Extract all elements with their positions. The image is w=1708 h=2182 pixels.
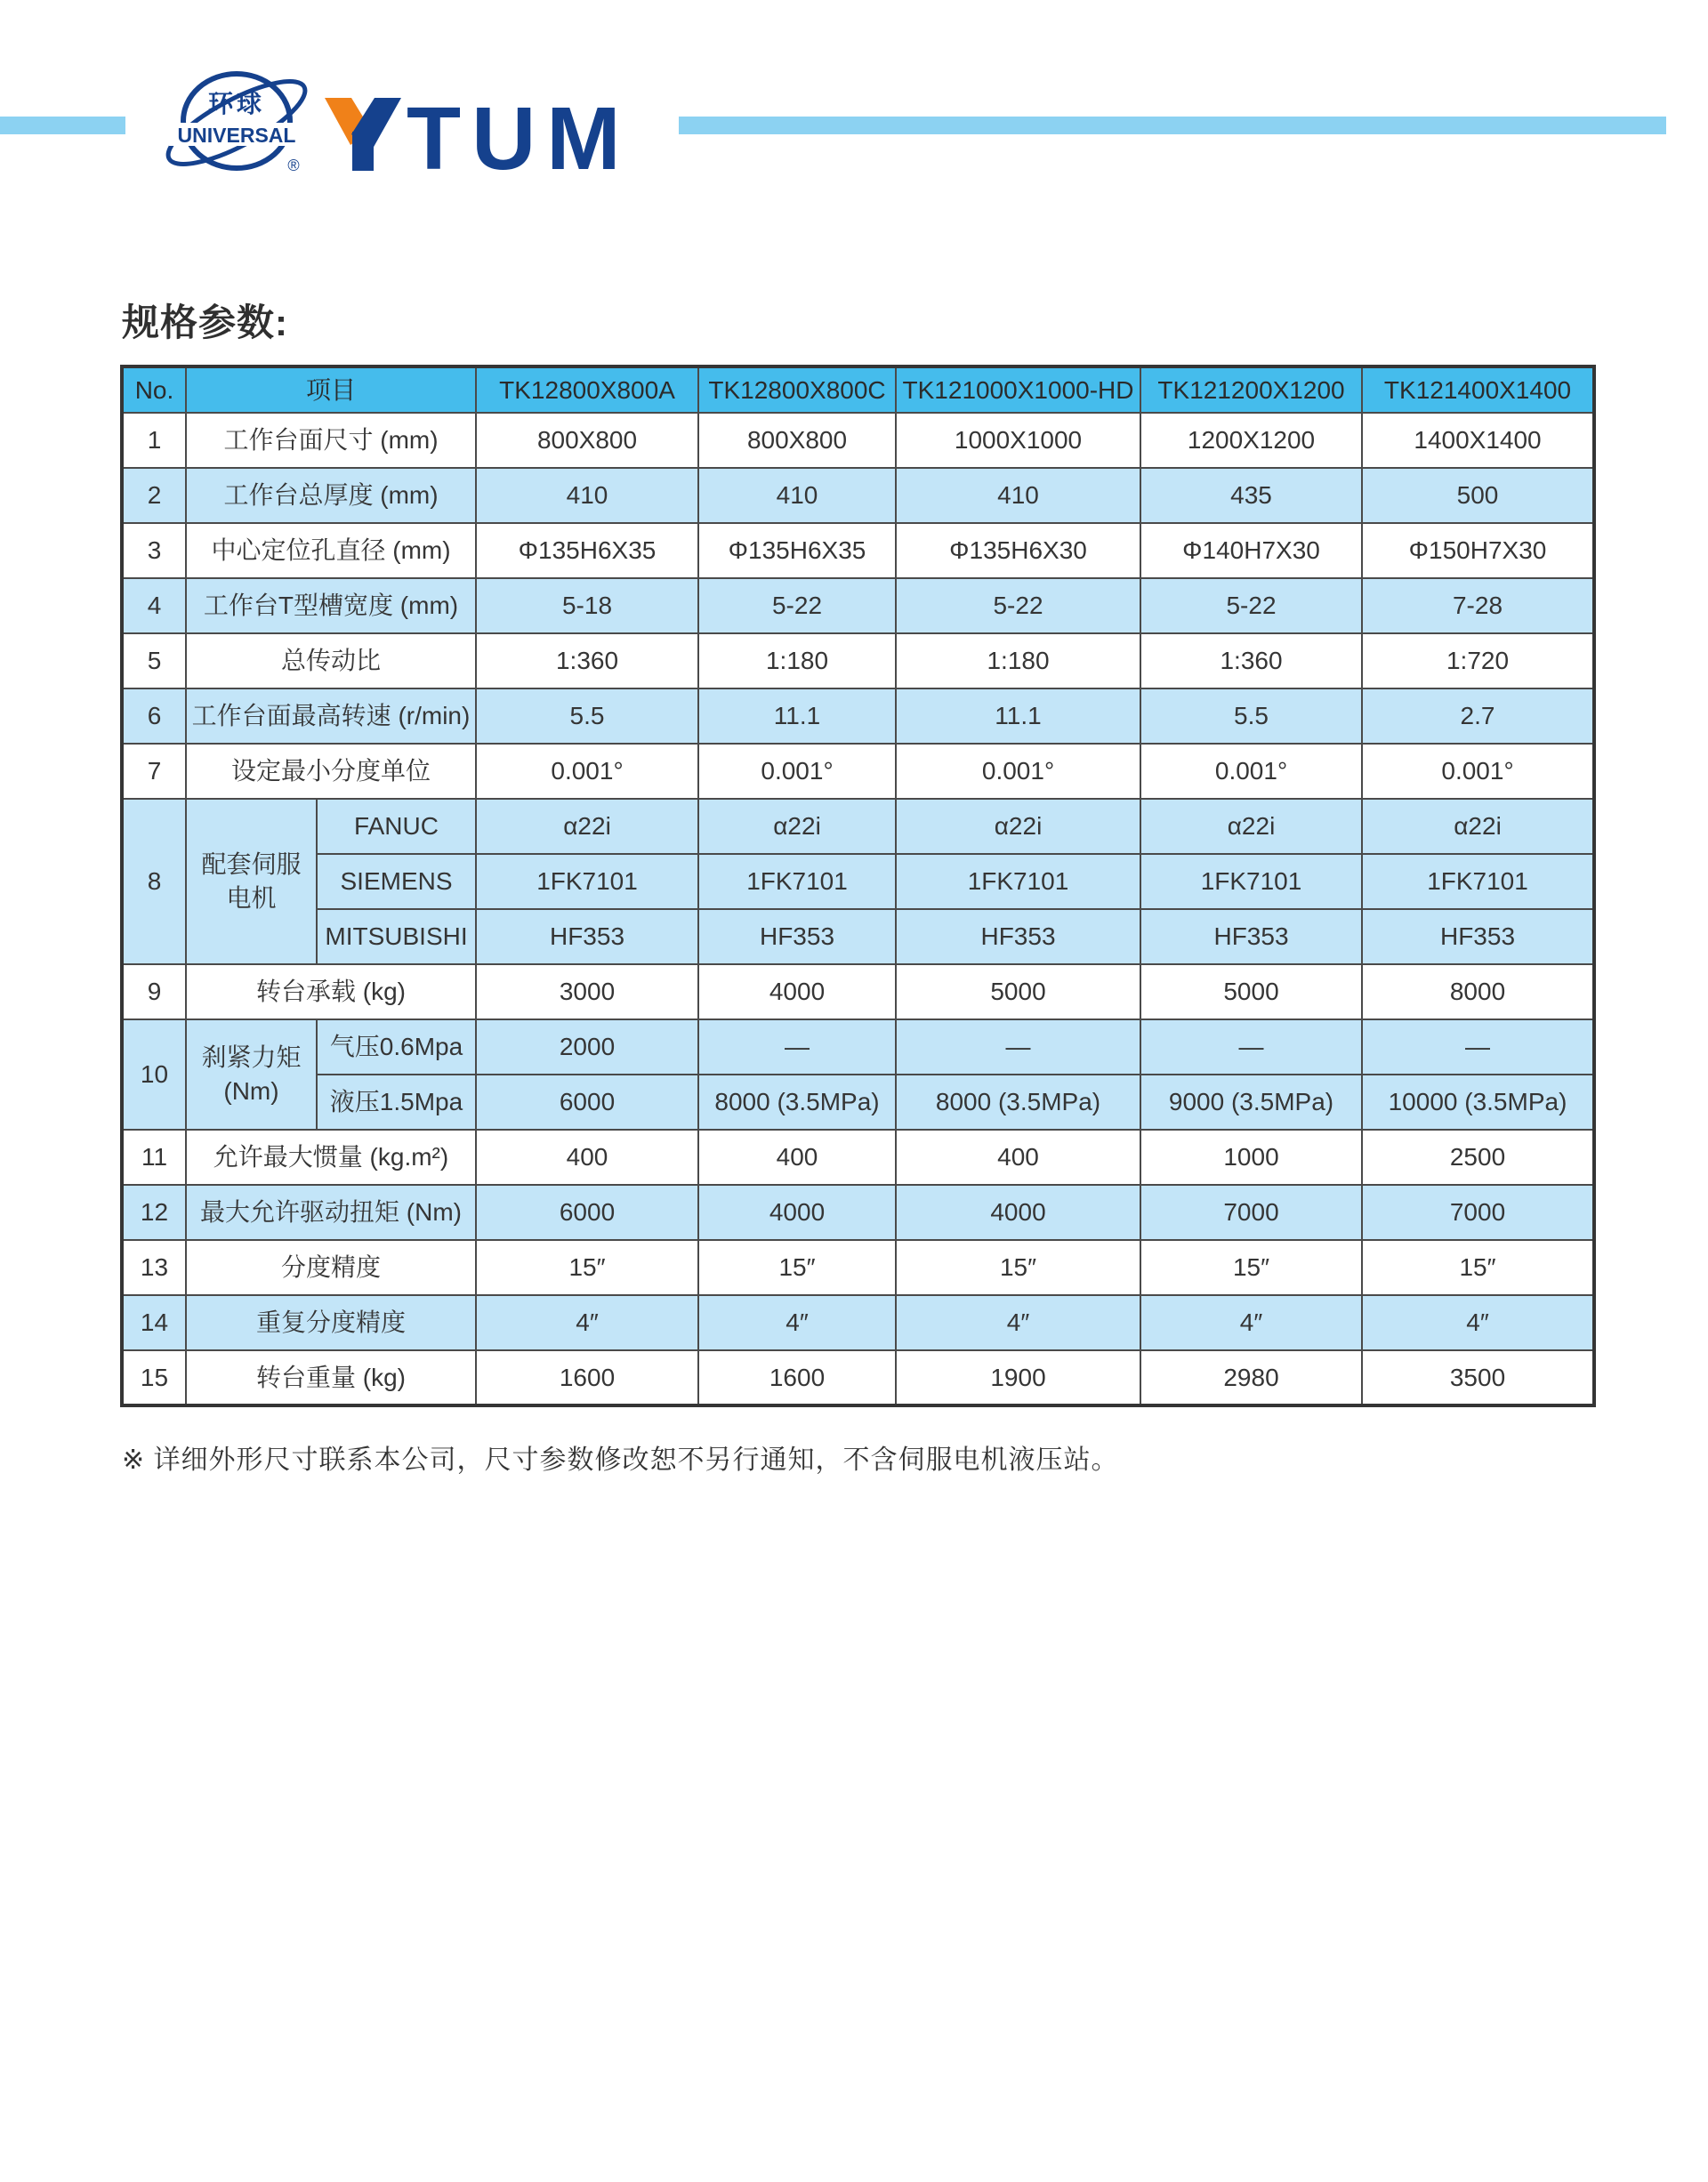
spec-cell: 500 xyxy=(1362,468,1594,523)
spec-cell: 15″ xyxy=(896,1240,1140,1295)
row-label: 转台承载 (kg) xyxy=(186,964,476,1019)
spec-cell: 0.001° xyxy=(476,744,698,799)
header-row xyxy=(122,366,1594,413)
spec-cell: 5000 xyxy=(1140,964,1362,1019)
table-row xyxy=(122,799,1594,854)
row-label: 中心定位孔直径 (mm) xyxy=(186,523,476,578)
row-label: 分度精度 xyxy=(186,1240,476,1295)
row-label: 总传动比 xyxy=(186,633,476,688)
row-number: 10 xyxy=(122,1019,186,1130)
spec-cell: 2000 xyxy=(476,1019,698,1075)
spec-cell: α22i xyxy=(476,799,698,854)
spec-cell: α22i xyxy=(1362,799,1594,854)
spec-cell: 5.5 xyxy=(1140,688,1362,744)
spec-cell: 2980 xyxy=(1140,1350,1362,1405)
spec-cell: 410 xyxy=(896,468,1140,523)
row-number: 14 xyxy=(122,1295,186,1350)
table-row xyxy=(122,578,1594,633)
spec-cell: 1:360 xyxy=(1140,633,1362,688)
column-header-model: TK121000X1000-HD xyxy=(896,366,1140,413)
spec-cell: 6000 xyxy=(476,1075,698,1130)
column-header-model: TK121200X1200 xyxy=(1140,366,1362,413)
row-group-label: 刹紧力矩 (Nm) xyxy=(186,1019,317,1130)
spec-cell: 15″ xyxy=(476,1240,698,1295)
spec-cell: 4000 xyxy=(698,1185,896,1240)
row-number: 3 xyxy=(122,523,186,578)
spec-cell: 0.001° xyxy=(896,744,1140,799)
spec-cell: 7-28 xyxy=(1362,578,1594,633)
spec-cell: — xyxy=(1140,1019,1362,1075)
registered-mark: ® xyxy=(287,157,300,174)
spec-cell: 1600 xyxy=(698,1350,896,1405)
table-row xyxy=(122,1350,1594,1405)
spec-cell: 4″ xyxy=(476,1295,698,1350)
column-header-model: TK12800X800A xyxy=(476,366,698,413)
spec-cell: 0.001° xyxy=(1140,744,1362,799)
spec-cell: 15″ xyxy=(1140,1240,1362,1295)
logo-brand-cn: 环球 xyxy=(207,90,266,117)
spec-cell: HF353 xyxy=(896,909,1140,964)
spec-cell: 4″ xyxy=(698,1295,896,1350)
accent-bar-right xyxy=(679,117,1666,134)
row-label: 工作台T型槽宽度 (mm) xyxy=(186,578,476,633)
spec-cell: 1400X1400 xyxy=(1362,413,1594,468)
table-row xyxy=(122,964,1594,1019)
spec-cell: 9000 (3.5MPa) xyxy=(1140,1075,1362,1130)
spec-cell: 4000 xyxy=(698,964,896,1019)
spec-cell: Φ135H6X30 xyxy=(896,523,1140,578)
spec-cell: 5000 xyxy=(896,964,1140,1019)
spec-cell: 400 xyxy=(476,1130,698,1185)
spec-cell: 10000 (3.5MPa) xyxy=(1362,1075,1594,1130)
spec-cell: 400 xyxy=(698,1130,896,1185)
spec-cell: 410 xyxy=(698,468,896,523)
spec-cell: α22i xyxy=(896,799,1140,854)
spec-cell: 5-22 xyxy=(1140,578,1362,633)
spec-cell: 4″ xyxy=(1140,1295,1362,1350)
footnote: ※ 详细外形尺寸联系本公司，尺寸参数修改恕不另行通知，不含伺服电机液压站。 xyxy=(122,1445,1119,1475)
spec-cell: 1:720 xyxy=(1362,633,1594,688)
column-header-item: 项目 xyxy=(186,366,476,413)
row-number: 2 xyxy=(122,468,186,523)
row-number: 8 xyxy=(122,799,186,964)
spec-cell: 3000 xyxy=(476,964,698,1019)
spec-cell: 1200X1200 xyxy=(1140,413,1362,468)
row-number: 5 xyxy=(122,633,186,688)
spec-cell: — xyxy=(896,1019,1140,1075)
table-row xyxy=(122,744,1594,799)
spec-cell: 400 xyxy=(896,1130,1140,1185)
spec-cell: 5-22 xyxy=(896,578,1140,633)
spec-cell: 410 xyxy=(476,468,698,523)
table-row xyxy=(122,1240,1594,1295)
spec-cell: 8000 xyxy=(1362,964,1594,1019)
column-header-model: TK121400X1400 xyxy=(1362,366,1594,413)
page-title: 规格参数: xyxy=(122,302,288,343)
row-number: 1 xyxy=(122,413,186,468)
spec-cell: 15″ xyxy=(698,1240,896,1295)
spec-cell: 7000 xyxy=(1140,1185,1362,1240)
spec-cell: 1FK7101 xyxy=(698,854,896,909)
spec-cell: 7000 xyxy=(1362,1185,1594,1240)
row-sublabel: FANUC xyxy=(317,799,476,854)
spec-cell: 800X800 xyxy=(476,413,698,468)
table-row xyxy=(122,1185,1594,1240)
spec-cell: 2.7 xyxy=(1362,688,1594,744)
row-label: 转台重量 (kg) xyxy=(186,1350,476,1405)
row-sublabel: 液压1.5Mpa xyxy=(317,1075,476,1130)
spec-cell: α22i xyxy=(1140,799,1362,854)
table-row xyxy=(122,1130,1594,1185)
row-label: 设定最小分度单位 xyxy=(186,744,476,799)
spec-table xyxy=(120,365,1596,1407)
spec-cell: 1600 xyxy=(476,1350,698,1405)
table-row xyxy=(122,468,1594,523)
row-sublabel: 气压0.6Mpa xyxy=(317,1019,476,1075)
spec-cell: 15″ xyxy=(1362,1240,1594,1295)
table-row xyxy=(122,1075,1594,1130)
spec-cell: 2500 xyxy=(1362,1130,1594,1185)
row-number: 7 xyxy=(122,744,186,799)
spec-cell: 11.1 xyxy=(698,688,896,744)
row-number: 13 xyxy=(122,1240,186,1295)
row-sublabel: SIEMENS xyxy=(317,854,476,909)
spec-cell: 1000 xyxy=(1140,1130,1362,1185)
row-label: 工作台总厚度 (mm) xyxy=(186,468,476,523)
row-group-label: 配套伺服电机 xyxy=(186,799,317,964)
spec-cell: 4″ xyxy=(1362,1295,1594,1350)
spec-cell: Φ135H6X35 xyxy=(698,523,896,578)
spec-cell: Φ135H6X35 xyxy=(476,523,698,578)
spec-cell: 4″ xyxy=(896,1295,1140,1350)
row-label: 工作台面尺寸 (mm) xyxy=(186,413,476,468)
spec-cell: 0.001° xyxy=(1362,744,1594,799)
spec-cell: 5-18 xyxy=(476,578,698,633)
y-stem xyxy=(352,132,374,171)
spec-cell: 1900 xyxy=(896,1350,1140,1405)
spec-cell: — xyxy=(1362,1019,1594,1075)
spec-cell: HF353 xyxy=(1362,909,1594,964)
row-label: 重复分度精度 xyxy=(186,1295,476,1350)
table-row xyxy=(122,854,1594,909)
spec-cell: HF353 xyxy=(476,909,698,964)
spec-cell: 8000 (3.5MPa) xyxy=(698,1075,896,1130)
accent-bar-left xyxy=(0,117,125,134)
row-label: 允许最大惯量 (kg.m²) xyxy=(186,1130,476,1185)
spec-cell: 0.001° xyxy=(698,744,896,799)
spec-cell: 5.5 xyxy=(476,688,698,744)
spec-cell: 5-22 xyxy=(698,578,896,633)
spec-cell: 1000X1000 xyxy=(896,413,1140,468)
table-row xyxy=(122,633,1594,688)
spec-cell: 4000 xyxy=(896,1185,1140,1240)
spec-cell: — xyxy=(698,1019,896,1075)
universal-globe-logo xyxy=(158,68,315,178)
row-number: 11 xyxy=(122,1130,186,1185)
row-number: 9 xyxy=(122,964,186,1019)
spec-cell: 1FK7101 xyxy=(896,854,1140,909)
spec-cell: 800X800 xyxy=(698,413,896,468)
spec-cell: HF353 xyxy=(1140,909,1362,964)
spec-cell: 3500 xyxy=(1362,1350,1594,1405)
table-row xyxy=(122,523,1594,578)
spec-cell: 1:360 xyxy=(476,633,698,688)
table-row xyxy=(122,1019,1594,1075)
spec-cell: 1:180 xyxy=(896,633,1140,688)
spec-cell: 6000 xyxy=(476,1185,698,1240)
spec-cell: Φ150H7X30 xyxy=(1362,523,1594,578)
spec-cell: α22i xyxy=(698,799,896,854)
column-header-model: TK12800X800C xyxy=(698,366,896,413)
table-row xyxy=(122,413,1594,468)
row-number: 12 xyxy=(122,1185,186,1240)
spec-cell: HF353 xyxy=(698,909,896,964)
spec-cell: 8000 (3.5MPa) xyxy=(896,1075,1140,1130)
spec-cell: 1FK7101 xyxy=(476,854,698,909)
ytum-wordmark xyxy=(325,93,649,177)
column-header-no: No. xyxy=(122,366,186,413)
logo-brand-en: UNIVERSAL xyxy=(177,124,296,147)
spec-cell: 1FK7101 xyxy=(1362,854,1594,909)
spec-cell: 1FK7101 xyxy=(1140,854,1362,909)
row-label: 工作台面最高转速 (r/min) xyxy=(186,688,476,744)
spec-cell: 11.1 xyxy=(896,688,1140,744)
table-row xyxy=(122,688,1594,744)
row-number: 6 xyxy=(122,688,186,744)
wordmark-text: TUM xyxy=(407,93,632,177)
spec-cell: 1:180 xyxy=(698,633,896,688)
table-row xyxy=(122,1295,1594,1350)
row-number: 15 xyxy=(122,1350,186,1405)
table-row xyxy=(122,909,1594,964)
spec-cell: Φ140H7X30 xyxy=(1140,523,1362,578)
spec-cell: 435 xyxy=(1140,468,1362,523)
row-number: 4 xyxy=(122,578,186,633)
row-label: 最大允许驱动扭矩 (Nm) xyxy=(186,1185,476,1240)
row-sublabel: MITSUBISHI xyxy=(317,909,476,964)
